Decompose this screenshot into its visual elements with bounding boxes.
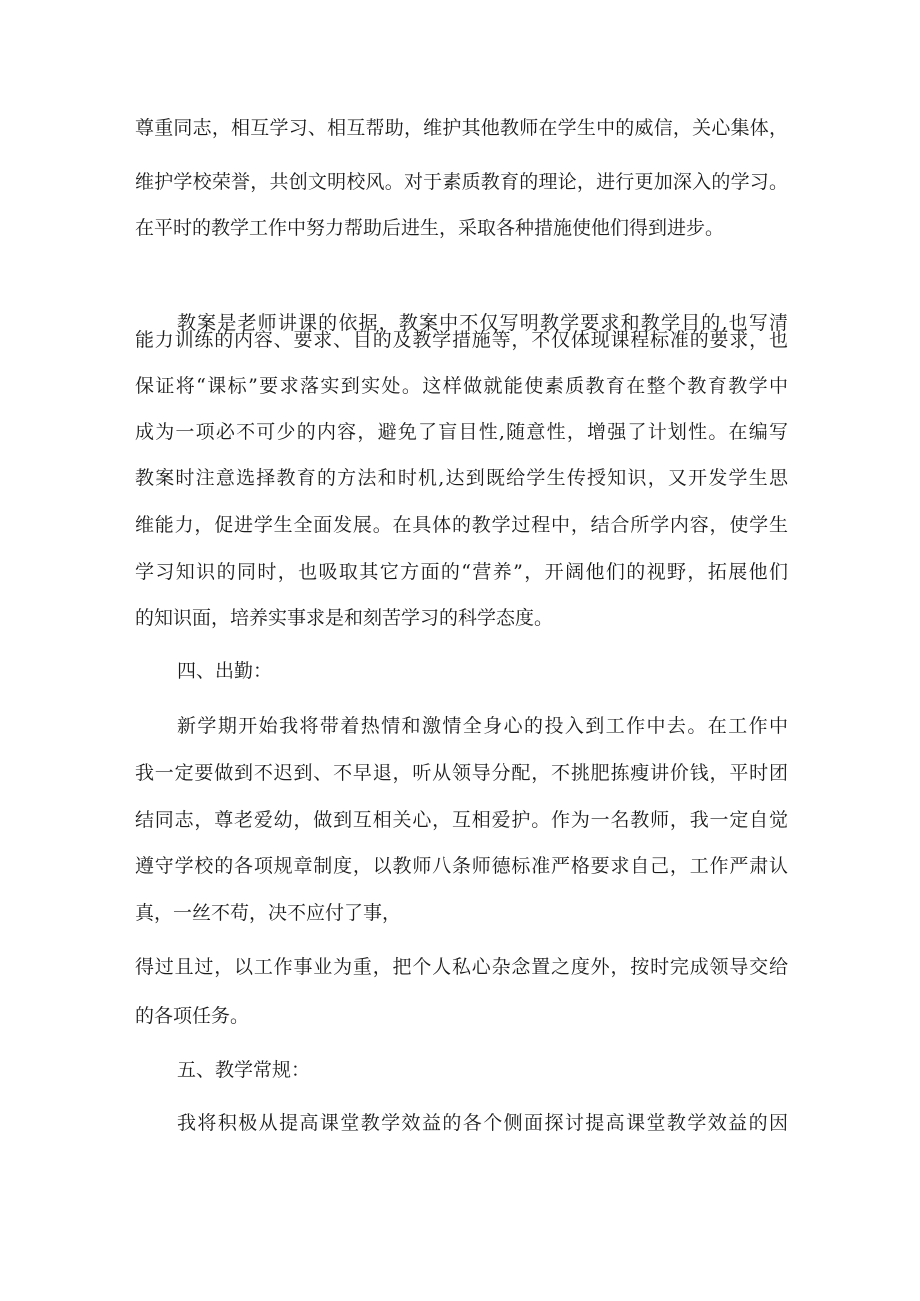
text-line: 得过且过，以工作事业为重，把个人私心杂念置之度外，按时完成领导交给 [135, 956, 788, 978]
text-line: 的各项任务。 [135, 1005, 250, 1027]
text-line: 成为一项必不可少的内容，避免了盲目性,随意性，增强了计划性。在编写 [135, 421, 788, 443]
text-line: 结同志，尊老爱幼，做到互相关心，互相爱护。作为一名教师，我一定自觉 [135, 809, 788, 831]
text-line: 维能力，促进学生全面发展。在具体的教学过程中，结合所学内容，使学生 [135, 514, 788, 536]
text-line: 的知识面，培养实事求是和刻苦学习的科学态度。 [135, 607, 554, 629]
paragraph-first-line: 新学期开始我将带着热情和激情全身心的投入到工作中去。在工作中 [177, 715, 788, 737]
section-heading-teaching-routine: 五、教学常规： [177, 1059, 311, 1081]
paragraph-first-line: 教案是老师讲课的依据，教案中不仅写明教学要求和教学目的,也写清 [177, 312, 788, 334]
text-line: 在平时的教学工作中努力帮助后进生，采取各种措施使他们得到进步。 [135, 217, 725, 239]
text-line: 学习知识的同时，也吸取其它方面的“营养”，开阔他们的视野，拓展他们 [135, 561, 788, 583]
text-line: 教案时注意选择教育的方法和时机,达到既给学生传授知识，又开发学生思 [135, 467, 788, 489]
section-heading-attendance: 四、出勤： [177, 660, 273, 682]
text-line: 真，一丝不苟，决不应付了事， [135, 902, 402, 924]
text-line: 遵守学校的各项规章制度，以教师八条师德标准严格要求自己，工作严肃认 [135, 855, 788, 877]
text-line: 尊重同志，相互学习、相互帮助，维护其他教师在学生中的威信，关心集体， [135, 117, 788, 139]
text-line: 我一定要做到不迟到、不早退，听从领导分配，不挑肥拣瘦讲价钱，平时团 [135, 762, 788, 784]
paragraph-first-line: 我将积极从提高课堂教学效益的各个侧面探讨提高课堂教学效益的因 [177, 1112, 788, 1134]
text-line: 保证将“课标”要求落实到实处。这样做就能使素质教育在整个教育教学中 [135, 375, 788, 397]
text-line: 能力训练的内容、要求、目的及教学措施等，不仅体现课程标准的要求，也 [135, 329, 788, 351]
text-line: 维护学校荣誉，共创文明校风。对于素质教育的理论，进行更加深入的学习。 [135, 171, 788, 193]
